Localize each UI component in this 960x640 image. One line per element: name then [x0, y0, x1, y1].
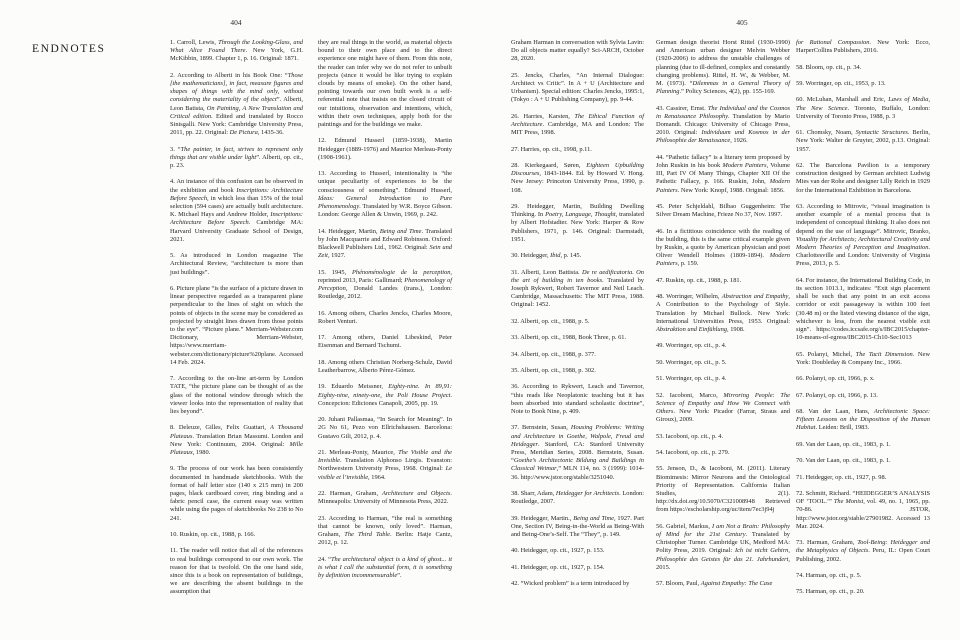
endnote: 19. Eduardo Meissner, Eighty-nine. In 89,91: Eighty-nine, ninety-one, the Poli House Project. Concepcion: Ediciones Canapoli, 2005, pp. 19.	[318, 383, 452, 407]
endnote: 72. Schmitt, Richard. “HEIDEGGER’S ANALYSIS OF ‘TOOL.’” The Monist, vol. 49, no. 1, 1965, pp. 70-86. JSTOR, http://www.jstor.org/stable/27901982. Accessed 13 Mar. 2024.	[796, 489, 931, 530]
endnote: 60. McLuhan, Marshall and Eric, Laws of Media, The New Science. Toronto, Buffalo, London: University of Toronto Press, 1988, p. 3	[796, 96, 931, 120]
endnote: 63. According to Mitrovic, “visual imagination is another example of a mental process that is independent of conceptual thinking. It also does not depend on the use of language”. Mitrovic, Branko, Visuality for Architects; Architectural Creativity and Modern Theories of Perception and Imagination. Charlottesville and London: University of Virginia Press, 2013, p. 5.	[796, 202, 931, 268]
endnote: 62. The Barcelona Pavilion is a temporary construction designed by German architect Ludwig Mies van der Rohe and designer Lilly Reich in 1929 for the International Exhibition in Barcelona.	[796, 161, 930, 194]
endnote: 4. An instance of this confusion can be observed in the exhibition and book Inscriptions: Architecture Before Speech, in which less than 15% of the total selection (594 cases) are actually built architecture. K. Michael Hays and Andrew Holder, Inscriptions: Architecture Before Speech. Cambridge MA: Harvard University Graduate School of Design, 2021.	[170, 178, 304, 243]
endnote: 28. Kierkegaard, Søren, Eighteen Upbuilding Discourses, 1843-1844. Ed. by Howard V. Hong. New Jersey: Princeton University Press, 1990, p. 108.	[511, 161, 644, 194]
endnotes-heading: ENDNOTES	[32, 43, 106, 55]
endnote: for Rational Compassion. New York: Ecco, HarperCollins Publishers, 2016.	[796, 39, 930, 55]
endnote: 52. Iacoboni, Marco, Mirroring People: The Science of Empathy and How We Connect with Others. New York: Picador (Farrar, Straus and Giroux), 2009.	[656, 391, 790, 424]
endnote: 39. Heidegger, Martin., Being and Time, 1927. Part One, Section IV, Being-in-the-World as Being-With and Being-One’s-Self. The “They”, p. 149.	[511, 514, 644, 538]
endnote: 26. Harries, Karsten, The Ethical Function of Architecture. Cambridge, MA and London: The MIT Press, 1998.	[511, 112, 644, 137]
endnote: 51. Worringer, op. cit., p. 4.	[656, 375, 727, 383]
endnote: 69. Van der Laan, op. cit., 1983, p. 1.	[796, 440, 891, 448]
endnote: 9. The process of our work has been consistently documented in handmade sketchbooks. With the format of half letter size (140 x 215 mm) in 200 pages, black cardboard cover, ring binding and a fabric pencil case, the current essay was written while using the pages of sketchbooks No 238 to No 241.	[170, 465, 303, 522]
endnote: 70. Van der Laan, op. cit., 1983, p. 1.	[796, 457, 891, 465]
endnote: 14. Heidegger, Martin, Being and Time. Translated by John Macquarrie and Edward Robinson. Oxford: Blackwell Publishers Ltd., 1962. Original: Sein und Zeit, 1927.	[318, 227, 452, 260]
page-number-left: 404	[230, 18, 242, 27]
endnote: Graham Harman in conversation with Sylvia Lavin: Do all objects matter equally? Sci-ARCH, October 28, 2020.	[511, 39, 644, 63]
endnote: 33. Alberti, op. cit., 1988, Book Three, p. 61.	[511, 334, 627, 342]
endnote: 41. Heidegger, op. cit., 1927, p. 154.	[511, 563, 605, 571]
endnote: 53. Iacoboni, op. cit., p. 4.	[656, 432, 724, 440]
endnote: 55. Jenson, D., & Iacoboni, M. (2011). Literary Biomimesis: Mirror Neurons and the Ontological Priority of Representation. California Italian Studies, 2(1). http://dx.doi.org/10.5070/C321008948 Retrieved from https://escholarship.org/uc/item/7ec3j94j	[656, 465, 790, 514]
endnote: 68. Van der Laan, Hans, Architectonic Space: Fifteen Lessons on the Disposition of the Human Habitat. Leiden: Brill, 1983.	[796, 407, 931, 432]
endnote: German design theorist Horst Rittel (1930-1990) and American urban designer Melvin Webber (1920-2006) to address the unstable challenges of planning (due to ill-defined, complex and constantly changing problems). Rittel, H. W., & Webber, M. M. (1973). “Dilemmas in a General Theory of Planning.” Policy Sciences, 4(2), pp. 155-169.	[656, 39, 790, 96]
notes-column-2	[318, 39, 452, 588]
endnote: 23. According to Harman, “the real is something that cannot be known, only loved”. Harman, Graham, The Third Table. Berlin: Hatje Cantz, 2012, p. 12.	[318, 514, 452, 547]
endnote: 17. Among others, Daniel Libeskind, Peter Eisenman and Bernard Tschumi.	[318, 334, 452, 350]
endnote: 75. Harman, op. cit., p. 20.	[796, 588, 865, 596]
endnote: 25. Jencks, Charles, “An Internal Dialogue: Architect vs Critic”. In A + U (Architecture and Urbanism). Special edition: Charles Jencks, 1995:1, (Tokyo : A + U Publishing Company), pp. 9-44.	[511, 71, 644, 104]
endnote: 46. In a fictitious coincidence with the reading of the building, this is the same critical example given by Ruskin, a quote by American physician and poet Oliver Wendell Holmes (1809-1894). Modern Painters, p. 159.	[656, 227, 790, 268]
endnote: 42. “Wicked problem” is a term introduced by	[511, 580, 630, 588]
notes-column-5	[796, 39, 930, 605]
endnote: 21. Merleau-Ponty, Maurice, The Visible and the Invisible. Translation Alphonso Lingis. Evanston: Northwestern University Press, 1968. Original: Le visible et l’invisible, 1964.	[318, 449, 453, 481]
endnote: 71. Heidegger, op. cit., 1927, p. 98.	[796, 473, 887, 481]
endnote: 50. Worringer, op. cit., p. 5.	[656, 358, 727, 366]
notes-column-1	[170, 39, 303, 605]
endnote: 48. Worringer, Wilhelm, Abstraction and Empathy, A Contribution to the Psychology of Style. Translation by Michael Bullock. New York: International Universities Press, 1953. Original: Abstraktion und Einfühlung, 1908.	[656, 293, 790, 334]
endnote: 20. Juhani Pallasmaa, “In Search for Meaning”. In 2G No 61, Pezo von Ellrichshausen. Barcelona: Gustavo Gili, 2012, p. 4.	[318, 416, 452, 440]
endnote: 56. Gabriel, Markus, I am Not a Brain: Philosophy of Mind for the 21st Century. Translated by Christopher Turner. Cambridge UK, Medford MA: Polity Press, 2019. Original: Ich ist nicht Gehirn, Philosophie des Geistes für das 21. Jahrhundert, 2015.	[656, 522, 791, 571]
endnote: 16. Among others, Charles Jencks, Charles Moore, Robert Venturi.	[318, 309, 452, 325]
endnote: 64. For instance, the International Building Code, in its section 1013.1, indicates: “Exit sign placement shall be such that any point in an exit access corridor or exit passageway is within 100 feet (30.48 m) or the listed viewing distance of the sign, whichever is less, from the nearest visible exit sign”. https://codes.iccsafe.org/s/IBC2015/chapter-10-means-of-egress/IBC2015-Ch10-Sec1013	[796, 276, 930, 342]
endnote: 59. Worringer, op. cit., 1953, p. 13.	[796, 79, 886, 87]
endnote: 54. Iacoboni, op. cit., p. 279.	[656, 448, 730, 456]
endnote: they are real things in the world, as material objects bound to their own place and to the direct experience one might have of them. From this note, the reader can infer why we do not refer to unbuilt projects (since it would be like trying to explain clouds by means of smoke). On the other hand, pointing towards our own built work is a self-referential note that insists on the closed circuit of our intuitions, observation and intentions, which, within their own techniques, apply both for the paintings and for the buildings we make.	[318, 39, 452, 129]
endnote: 29. Heidegger, Martin, Building Dwelling Thinking. In Poetry, Language, Thought, translated by Albert Hofstadter. New York: Harper & Row Publishers, 1971, p. 146. Original: Darmstadt, 1951.	[511, 202, 644, 243]
endnote: 36. According to Rykwert, Leach and Tavernor, “this reads like Neoplatonic teaching but it has been absorbed into standard scholastic doctrine”, Note to Book Nine, p. 409.	[511, 383, 644, 415]
endnote: 73. Harman, Graham, Tool-Being: Heidegger and the Metaphysics of Objects. Peru, IL: Open Court Publishing, 2002.	[796, 539, 930, 563]
endnote: 3. “The painter, in fact, strives to represent only things that are visible under light”. Alberti, op. cit., p. 23.	[170, 145, 303, 170]
endnote: 61. Chomsky, Noam, Syntactic Structures. Berlin, New York: Walter de Gruyter, 2002, p.13. Original: 1957.	[796, 129, 930, 153]
page-number-right: 405	[736, 18, 748, 27]
endnote: 40. Heidegger, op. cit., 1927, p. 153.	[511, 547, 605, 555]
notes-column-4	[656, 39, 790, 597]
endnote: 7. According to the on-line art-term by London TATE, “the picture plane can be thought of as the glass of the notional window through which the viewer looks into the representation of reality that lies beyond”.	[170, 375, 303, 416]
endnote: 24. “The architectural object is a kind of ghost... it is what I call the substantial form, it is something by definition incommensurable”.	[318, 555, 452, 579]
endnote: 34. Alberti, op. cit., 1988, p. 377.	[511, 350, 596, 358]
endnote: 74. Harman, op. cit., p. 5.	[796, 571, 862, 579]
endnote: 6. Picture plane “is the surface of a picture drawn in linear perspective regarded as a transparent plane perpendicular to the lines of sight on which the points of objects in the scene may be considered as projected by straight lines drawn from those points to the eye”. “Picture plane.” Merriam-Webster.com Dictionary, Merriam-Webster, https://www.merriam-webster.com/dictionary/picture%20plane. Accessed 14 Feb. 2024.	[170, 285, 303, 366]
endnote: 8. Deleuze, Gilles, Felix Guattari, A Thousand Plateaus. Translation Brian Massumi. London and New York: Continuum, 2004. Original: Mille Plateaux, 1980.	[170, 424, 303, 457]
endnote: 49. Worringer, op. cit., p. 4.	[656, 342, 727, 350]
endnote: 1. Carroll, Lewis, Through the Looking-Glass, and What Alice Found There. New York, G.H. McKibbin, 1899. Chapter 1, p. 16. Original: 1871.	[170, 39, 303, 63]
endnote: 5. As introduced in London magazine The Architectural Review, “architecture is more than just buildings”.	[170, 252, 303, 276]
endnote: 18. Among others Christian Norberg-Schulz, David Leatherbarrow, Alberto Pérez-Gómez.	[318, 358, 452, 375]
endnote: 30. Heidegger, Ibid, p. 145.	[511, 252, 582, 260]
endnote: 65. Polanyi, Michel, The Tacit Dimension. New York: Doubleday & Company Inc., 1966.	[796, 350, 930, 366]
notes-column-3	[511, 39, 644, 597]
endnote: 67. Polanyi, op. cit, 1966, p. 13.	[796, 391, 878, 399]
endnote: 37. Bernstein, Susan, Housing Problems: Writing and Architecture in Goethe, Walpole, Freud and Heidegger. Stanford, CA: Stanford University Press, Meridian Series, 2008. Bernstein, Susan. “Goethe’s Architectonic Bildung and Buildings in Classical Weimar,” MLN 114, no. 3 (1999): 1014-36. http://www.jstor.org/stable/3251040.	[511, 424, 644, 481]
endnote: 27. Harries, op. cit., 1998, p.11.	[511, 145, 592, 153]
endnote: 22. Harman, Graham, Architecture and Objects. Minneapolis: University of Minnesota Press, 2022.	[318, 490, 452, 506]
endnote: 32. Alberti, op. cit., 1988, p. 5.	[511, 317, 590, 325]
endnote: 45. Peter Schjeldahl, Bilbao Guggenheim: The Silver Dream Machine, Frieze No 37, Nov. 1997.	[656, 203, 790, 219]
endnote: 57. Bloom, Paul, Against Empathy: The Case	[656, 580, 773, 588]
endnote: 66. Polanyi, op. cit, 1966, p. x.	[796, 375, 875, 383]
endnote: 13. According to Husserl, intentionality is “the unique peculiarity of experiences to be the consciousness of something”. Edmund Husserl, Ideas: General Introduction to Pure Phenomenology. Translated by W.R. Boyce Gibson. London: George Allen & Unwin, 1969, p. 242.	[318, 170, 452, 219]
endnote: 43. Cassirer, Ernst. The Individual and the Cosmos in Renaissance Philosophy. Translation by Mario Domandi. Chicago: University of Chicago Press, 2010. Original: Individuum und Kosmos in der Philosophie der Renaissance, 1926.	[656, 104, 790, 145]
endnote: 44. “Pathetic fallacy” is a literary term proposed by John Ruskin in his book Modern Painters, Volume III, Part IV Of Many Things, Chapter XII Of the Pathetic Fallacy, p. 166. Ruskin, John, Modern Painters. New York: Knopf, 1988. Original: 1856.	[656, 153, 790, 194]
endnote: 38. Sharr, Adam, Heidegger for Architects. London: Routledge, 2007.	[511, 489, 644, 506]
endnote: 10. Ruskin, op. cit., 1988, p. 166.	[170, 531, 256, 539]
endnote: 12. Edmund Husserl (1859-1938), Martin Heidegger (1889-1976) and Maurice Merleau-Ponty (1908-1961).	[318, 137, 452, 161]
endnote: 31. Alberti, Leon Battista. De re aedificatoria. On the art of building in ten books. Translated by Joseph Rykwert, Robert Tavernor and Neil Leach. Cambridge, Massachusetts: The MIT Press, 1988. Original: 1452.	[511, 268, 644, 309]
endnote: 35. Alberti, op. cit., 1988, p. 302.	[511, 366, 596, 374]
endnote: 2. According to Alberti in his Book One: “Those [the mathematicians], in fact, measure figures and shapes of things with the mind only, without considering the materiality of the object”. Alberti, Leon Batista, On Painting, A New Translation and Critical edition. Edited and translated by Rocco Sinisgalli. New York: Cambridge University Press, 2011, pp. 22. Original: De Pictura, 1435-36.	[170, 71, 303, 137]
endnote: 11. The reader will notice that all of the references to real buildings correspond to our own work. The reason for that is twofold. On the one hand side, since this is a book on representation of buildings, we are describing the absent buildings in the assumption that	[170, 547, 303, 596]
endnote: 47. Ruskin, op. cit., 1988, p. 181.	[656, 276, 742, 284]
endnote: 15. 1945, Phénoménologie de la perception, reprinted 2013, Paris: Gallimard; Phenomenology of Perception, Donald Landes (trans.), London: Routledge, 2012.	[318, 268, 453, 301]
endnote: 58. Bloom, op. cit., p. 34.	[796, 63, 862, 71]
